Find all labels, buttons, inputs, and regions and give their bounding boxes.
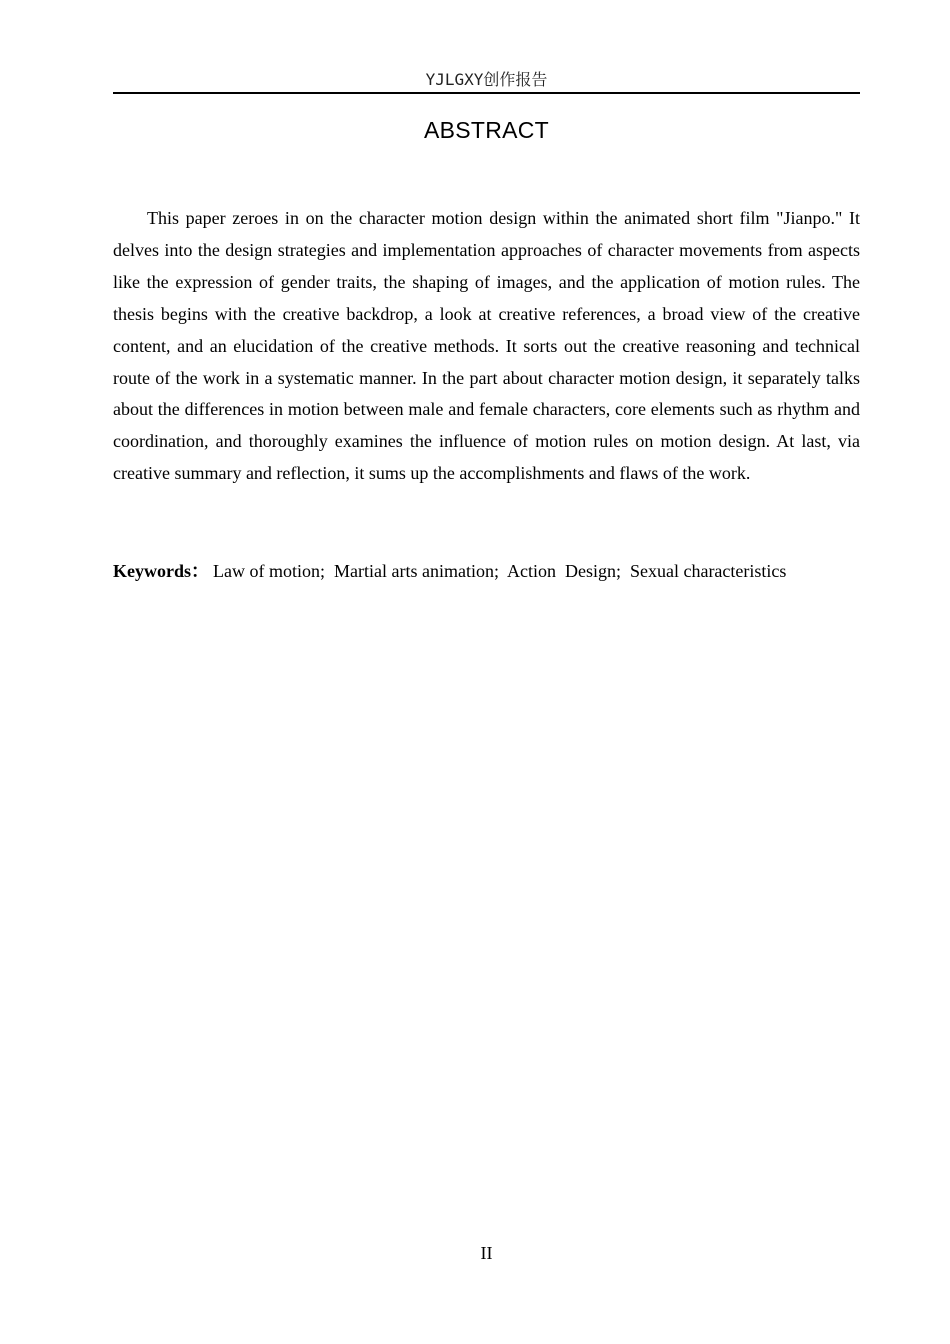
keyword-item: Law of motion [213,561,320,581]
abstract-body: This paper zeroes in on the character motion design within the animated short film "Jianpo." It delves into the design strategies and implementation approaches of character movements from aspects like the expression of gender traits, the shaping of images, and the application of motion rules. The thesis begins with the creative backdrop, a look at creative references, a broad view of the creative content, and an elucidation of the creative methods. It sorts out the creative reasoning and technical route of the work in a systematic manner. In the part about character motion design, it separately talks about the differences in motion between male and female characters, core elements such as rhythm and coordination, and thoroughly examines the influence of motion rules on motion design. At last, via creative summary and reflection, it sums up the accomplishments and flaws of the work. [113,208,860,484]
keyword-item: Sexual characteristics [629,561,787,581]
keyword-separator: ; [319,561,334,581]
page-number: II [480,1243,493,1263]
keyword-separator: ; [615,561,630,581]
keyword-item: Action Design [506,561,616,581]
keyword-item: Martial arts animation [334,561,494,581]
header-text: YJLGXY创作报告 [425,70,548,89]
abstract-title: ABSTRACT [423,117,550,143]
keywords-label: Keywords [113,561,191,581]
keywords-line [113,556,873,586]
keywords-colon: ： [191,561,209,581]
page-header [113,68,860,94]
keyword-separator: ; [493,561,507,581]
